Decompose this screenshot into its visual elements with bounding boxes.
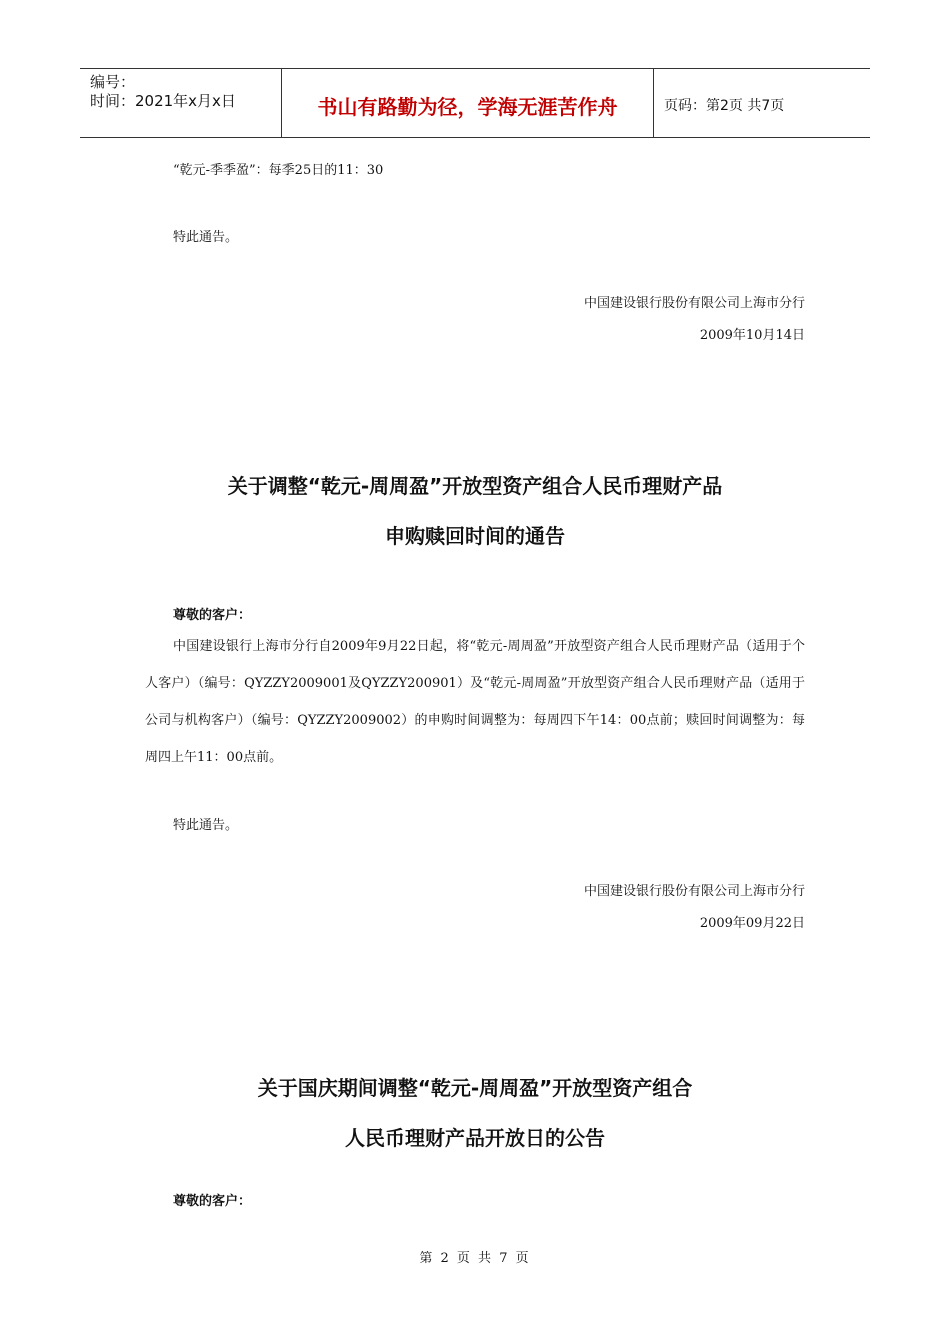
notice2-closing: 特此通告。 — [173, 818, 239, 833]
notice2-issuer: 中国建设银行股份有限公司上海市分行 — [583, 884, 805, 899]
notice1-time-line: “乾元-季季盈”：每季25日的11：30 — [173, 163, 384, 178]
notice1-date: 2009年10月14日 — [699, 328, 805, 343]
notice1-issuer: 中国建设银行股份有限公司上海市分行 — [583, 296, 805, 311]
notice3-title-line2: 人民币理财产品开放日的公告 — [345, 1126, 605, 1150]
notice2-date: 2009年09月22日 — [699, 916, 805, 931]
header-number-label: 编号： — [90, 73, 136, 91]
notice2-title-line1: 关于调整“乾元-周周盈”开放型资产组合人民币理财产品 — [227, 474, 723, 498]
header-meta — [80, 69, 282, 137]
notice2-title-line2: 申购赎回时间的通告 — [385, 524, 565, 548]
notice2-greeting: 尊敬的客户： — [173, 608, 252, 623]
notice3-greeting: 尊敬的客户： — [173, 1194, 252, 1209]
page-footer: 第 2 页 共 7 页 — [419, 1251, 531, 1266]
header-page-info: 页码：第2页 共7页 — [664, 98, 785, 114]
page-header — [80, 68, 870, 138]
notice3-title-line1: 关于国庆期间调整“乾元-周周盈”开放型资产组合 — [257, 1076, 693, 1100]
notice2-body: 中国建设银行上海市分行自2009年9月22日起，将“乾元-周周盈”开放型资产组合人民币理财产品（适用于个人客户）（编号：QYZZY2009001及QYZZY200901）及“乾元-周周盈”开放型资产组合人民币理财产品（适用于公司与机构客户）（编号：QYZZY2009002）的申购时间调整为：每周四下午14：00点前；赎回时间调整为：每周四上午11：00点前。 — [145, 639, 805, 765]
notice1-closing: 特此通告。 — [173, 230, 239, 245]
header-time-label: 时间：2021年x月x日 — [90, 92, 236, 110]
header-motto: 书山有路勤为径，学海无涯苦作舟 — [282, 69, 654, 137]
